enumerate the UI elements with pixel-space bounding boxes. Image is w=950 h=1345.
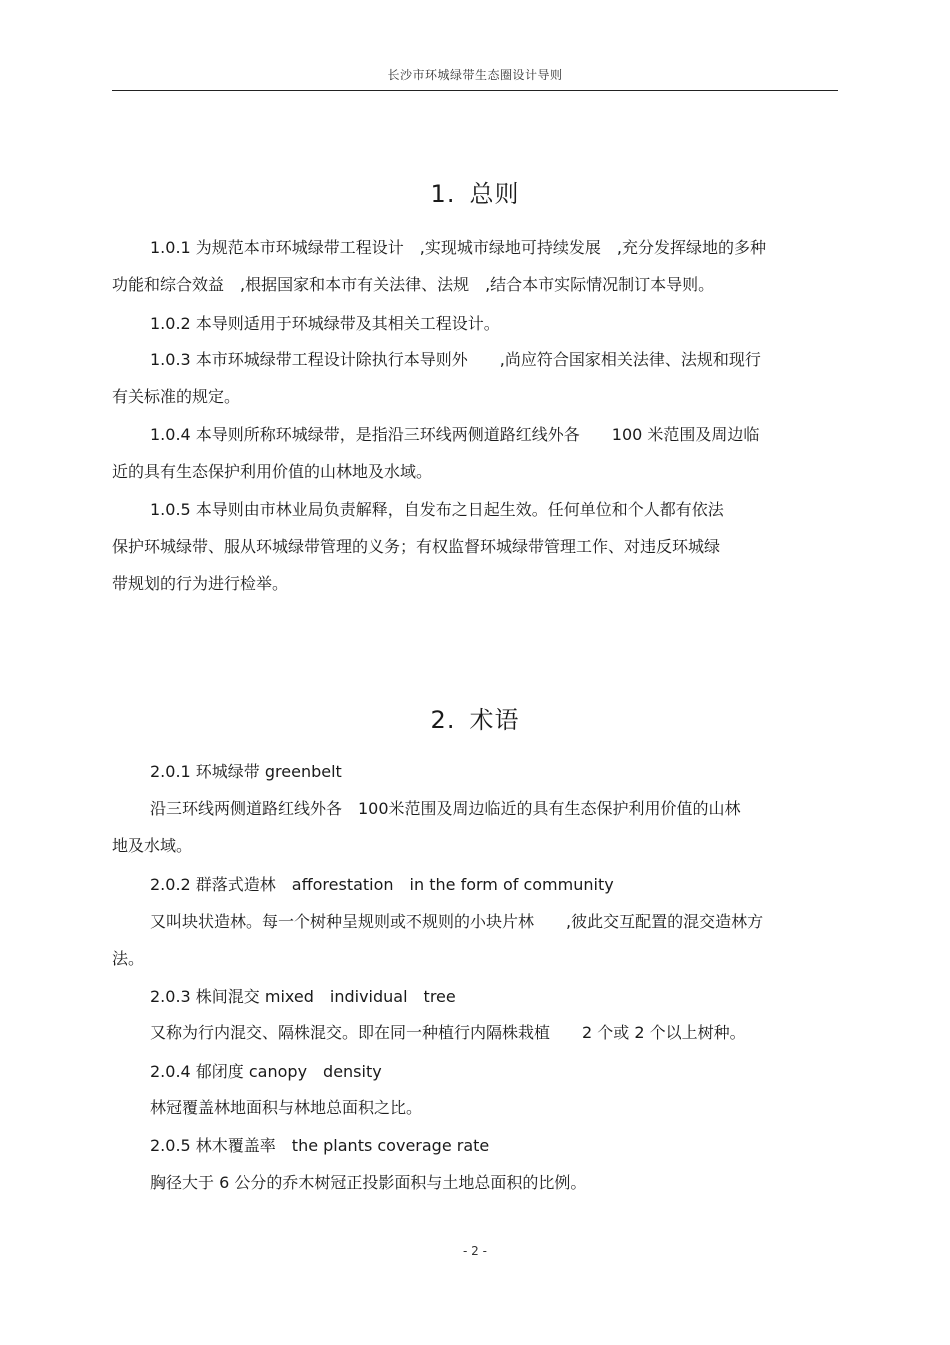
term-2-0-4-def: 林冠覆盖林地面积与林地总面积之比。 [150, 1098, 423, 1117]
clause-1-0-5-line-1: 1.0.5 本导则由市林业局负责解释，自发布之日起生效。任何单位和个人都有依法 [150, 500, 724, 519]
clause-1-0-2: 1.0.2 本导则适用于环城绿带及其相关工程设计。 [150, 314, 500, 333]
clause-1-0-5-line-3: 带规划的行为进行检举。 [112, 574, 289, 593]
clause-1-0-4-line-2: 近的具有生态保护利用价值的山林地及水域。 [112, 462, 433, 481]
term-2-0-5-def: 胸径大于 6 公分的乔木树冠正投影面积与土地总面积的比例。 [150, 1173, 587, 1192]
term-2-0-1-def-line-1: 沿三环线两侧道路红线外各 100米范围及周边临近的具有生态保护利用价值的山林 [150, 799, 741, 818]
term-2-0-2-def-line-2: 法。 [112, 949, 145, 968]
section-2-heading [0, 700, 950, 735]
clause-1-0-5-line-2: 保护环城绿带、服从环城绿带管理的义务；有权监督环城绿带管理工作、对违反环城绿 [112, 537, 721, 556]
section-1-heading [0, 174, 950, 209]
document-title: 长沙市环城绿带生态圈设计导则 [387, 68, 563, 82]
term-2-0-3-def: 又称为行内混交、隔株混交。即在同一种植行内隔株栽植 2 个或 2 个以上树种。 [150, 1023, 746, 1042]
term-2-0-1: 2.0.1 环城绿带 greenbelt [150, 762, 342, 781]
term-2-0-2: 2.0.2 群落式造林 afforestation in the form of community [150, 875, 614, 894]
section-2-title: 术语 [469, 706, 520, 734]
clause-1-0-4-line-1: 1.0.4 本导则所称环城绿带，是指沿三环线两侧道路红线外各 100 米范围及周边临 [150, 425, 760, 444]
clause-1-0-3-line-2: 有关标准的规定。 [112, 387, 241, 406]
section-1-title: 总则 [469, 180, 520, 208]
clause-1-0-1-line-2: 功能和综合效益 ,根据国家和本市有关法律、法规 ,结合本市实际情况制订本导则。 [112, 275, 715, 294]
section-2-number: 2. [430, 706, 456, 734]
section-1-number: 1. [430, 180, 456, 208]
term-2-0-1-def-line-2: 地及水域。 [112, 836, 193, 855]
term-2-0-2-def-line-1: 又叫块状造林。每一个树种呈规则或不规则的小块片林 ,彼此交互配置的混交造林方 [150, 912, 764, 931]
header-divider [112, 90, 838, 91]
page-number: - 2 - [463, 1244, 487, 1258]
clause-1-0-1-line-1: 1.0.1 为规范本市环城绿带工程设计 ,实现城市绿地可持续发展 ,充分发挥绿地的多种 [150, 238, 766, 257]
term-2-0-3: 2.0.3 株间混交 mixed individual tree [150, 987, 456, 1006]
term-2-0-4: 2.0.4 郁闭度 canopy density [150, 1062, 382, 1081]
term-2-0-5: 2.0.5 林木覆盖率 the plants coverage rate [150, 1136, 490, 1155]
clause-1-0-3-line-1: 1.0.3 本市环城绿带工程设计除执行本导则外 ,尚应符合国家相关法律、法规和现行 [150, 350, 761, 369]
